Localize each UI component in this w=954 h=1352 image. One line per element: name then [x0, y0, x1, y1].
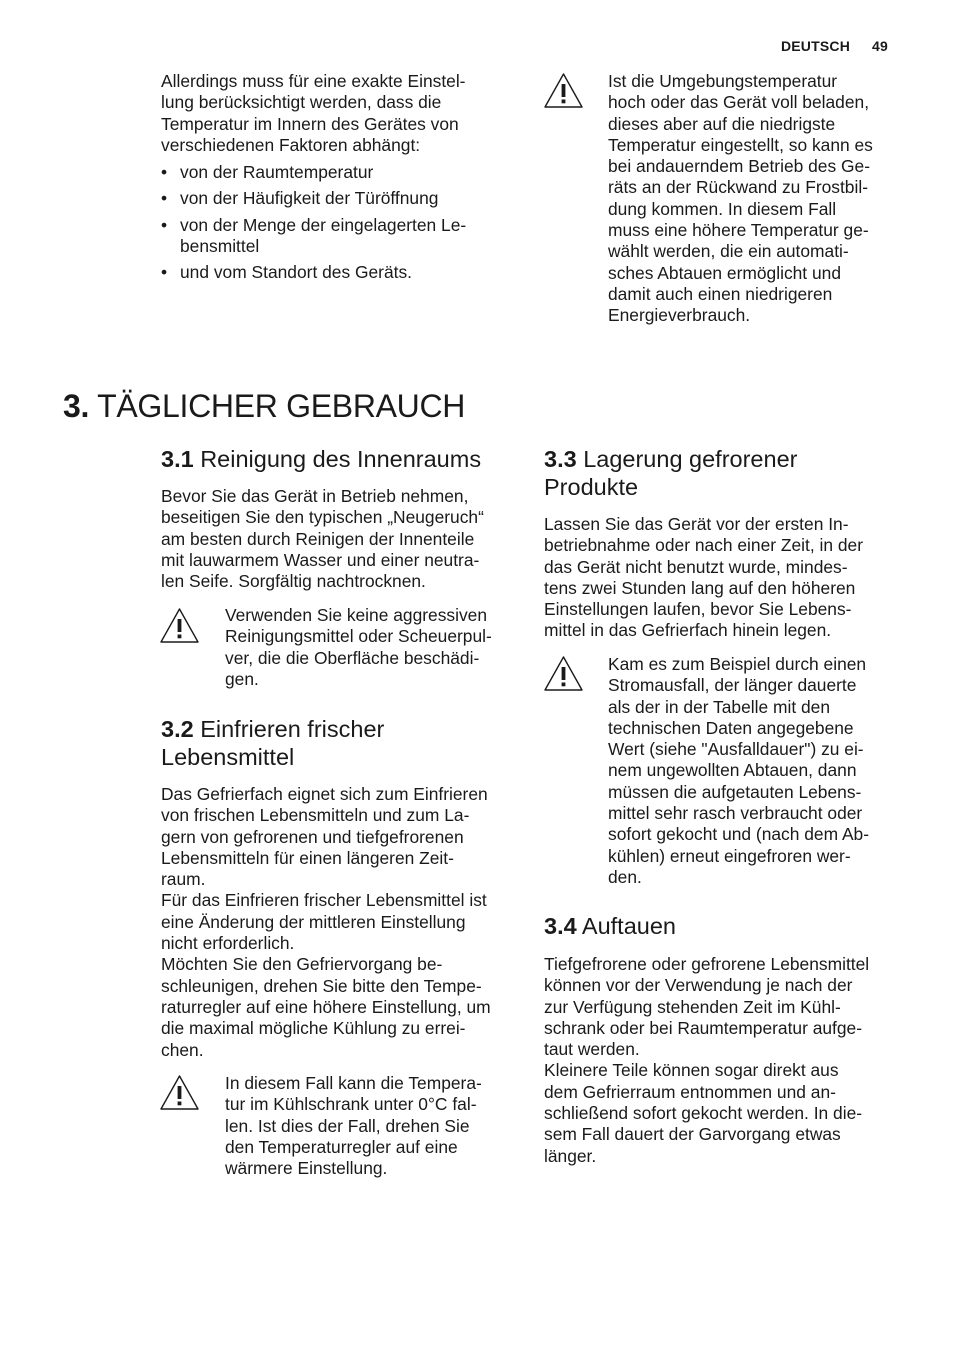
- warning-icon: [543, 72, 584, 109]
- header-language: DEUTSCH: [780, 38, 851, 54]
- chapter-title: TÄGLICHER GEBRAUCH: [97, 388, 466, 424]
- section-title: Auftauen: [581, 913, 676, 939]
- section-3-2-body: Das Gefrierfach eignet sich zum Einfrieren von frischen Lebensmitteln und zum La- gern von gefrorenen und tiefgefrorenen Lebensmitteln für einen längeren Zeit- raum. Für das Einfrieren frischer Lebensmittel ist eine Änderung der mittleren Einstellung nicht erforderlich. Möchten Sie den Gefriervorgang be- schleunigen, drehen Sie bitte den Tempe- raturregler auf eine höhere Einstellung, um die maximal mögliche Kühlung zu errei- chen.: [161, 784, 491, 1060]
- section-number: 3.3: [544, 446, 577, 472]
- section-number: 3.4: [544, 913, 577, 939]
- section-3-1-body: Bevor Sie das Gerät in Betrieb nehmen, beseitigen Sie den typischen „Neugeruch“ am besten durch Reinigen der Innenteile mit lauwarmem Wasser und einer neutra- len Seife. Sorgfältig nachtrocknen.: [161, 486, 484, 592]
- section-3-4-body: Tiefgefrorene oder gefrorene Lebensmittel können vor der Verwendung je nach der zur Verfügung stehenden Zeit im Kühl- schrank oder bei Raumtemperatur aufge- taut werden. Kleinere Teile können sogar direkt aus dem Gefrierraum entnommen und an- schließend sofort gekocht werden. In die- sem Fall dauert der Garvorgang etwas länger.: [544, 954, 870, 1166]
- warning-icon: [159, 607, 200, 644]
- chapter-number: 3.: [63, 388, 90, 424]
- section-3-1-warning-text: Verwenden Sie keine aggressiven Reinigungsmittel oder Scheuerpul- ver, die die Oberfläche beschädi- gen.: [225, 605, 492, 689]
- section-number: 3.2: [161, 716, 194, 742]
- intro-warning-text: Ist die Umgebungstemperatur hoch oder das Gerät voll beladen, dieses aber auf die niedrigste Temperatur eingestellt, so kann es bei andauerndem Betrieb des Ge- räts an der Rückwand zu Frostbil- dung kommen. In diesem Fall muss eine höhere Temperatur ge- wählt werden, die ein automati- sches Abtauen ermöglicht und damit auch einen niedrigeren Energieverbrauch.: [608, 71, 873, 326]
- section-3-3-warning-text: Kam es zum Beispiel durch einen Stromausfall, der länger dauerte als der in der Tabelle mit den technischen Daten angegebene Wert (siehe "Ausfalldauer") zu ei- nem ungewollten Abtauen, dann müssen die aufgetauten Lebens- mittel sehr rasch verbraucht oder sofort gekocht und (nach dem Ab- kühlen) erneut eingefroren wer- den.: [608, 654, 870, 887]
- section-title: Einfrieren frischer Lebensmittel: [161, 716, 385, 770]
- section-number: 3.1: [161, 446, 194, 472]
- list-item: • von der Menge der eingelagerten Le- bensmittel: [161, 215, 521, 258]
- section-title: Lagerung gefrorener Produkte: [544, 446, 798, 500]
- intro-paragraph: Allerdings muss für eine exakte Einstel- lung berücksichtigt werden, dass die Temperatur im Innern des Gerätes von verschiedenen Faktoren abhängt:: [161, 71, 466, 155]
- warning-icon: [543, 655, 584, 692]
- intro-bullet-list: [161, 162, 521, 288]
- section-3-4-heading: [544, 912, 914, 940]
- section-title: Reinigung des Innenraums: [200, 446, 482, 472]
- section-3-2-heading: [161, 715, 531, 771]
- page-header: [781, 38, 888, 54]
- list-item: • und vom Standort des Geräts.: [161, 262, 521, 283]
- section-3-2-warning-text: In diesem Fall kann die Tempera- tur im Kühlschrank unter 0°C fal- len. Ist dies der Fall, drehen Sie den Temperaturregler auf eine wärmere Einstellung.: [225, 1073, 482, 1179]
- section-3-1-heading: [161, 445, 531, 473]
- list-item: • von der Raumtemperatur: [161, 162, 521, 183]
- list-item: • von der Häufigkeit der Türöffnung: [161, 188, 521, 209]
- chapter-heading: [63, 388, 465, 425]
- section-3-3-heading: [544, 445, 914, 501]
- section-3-3-body: Lassen Sie das Gerät vor der ersten In- betriebnahme oder nach einer Zeit, in der das Gerät nicht benutzt wurde, mindes- tens zwei Stunden lang auf den höheren Einstellungen laufen, bevor Sie Lebens- mittel in das Gefrierfach hinein legen.: [544, 514, 864, 641]
- warning-icon: [159, 1074, 200, 1111]
- page-number: 49: [872, 38, 888, 54]
